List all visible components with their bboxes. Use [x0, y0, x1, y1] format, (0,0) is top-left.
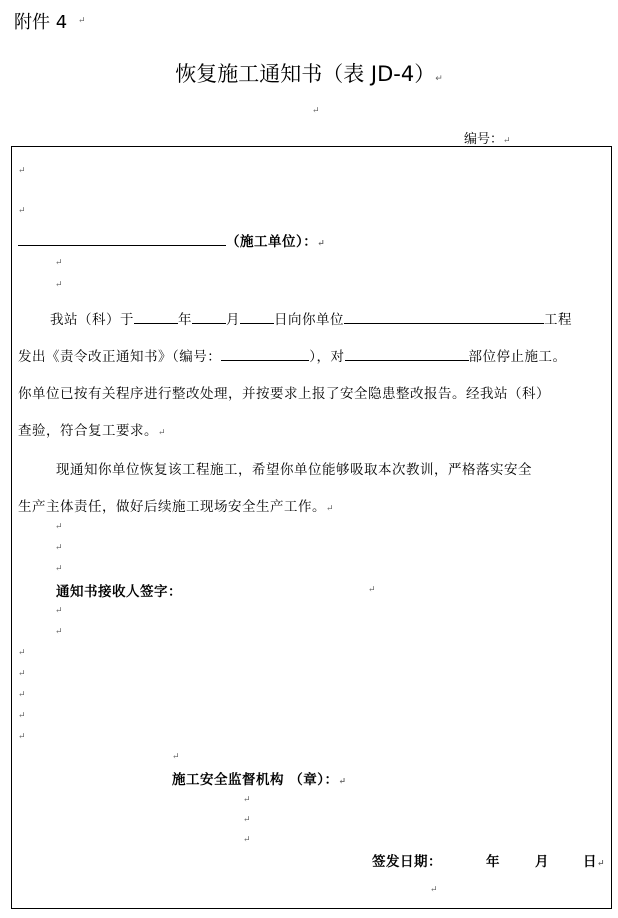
- issue-date-label: 签发日期：: [372, 854, 442, 870]
- paragraph-mark: ↵: [55, 280, 63, 290]
- paragraph-mark: ↵: [435, 74, 443, 84]
- paragraph-mark: ↵: [55, 258, 63, 268]
- issue-date-day-text: 日: [583, 854, 597, 870]
- para1-line1: [50, 308, 572, 328]
- paragraph-mark: ↵: [18, 166, 26, 176]
- paragraph-mark: ↵: [18, 690, 26, 700]
- agency-seal-text: 施工安全监督机构 （章）：: [172, 772, 339, 788]
- paragraph-mark: ↵: [55, 564, 63, 574]
- attachment-label: 附件 4: [14, 12, 68, 33]
- para1-line2: [18, 345, 567, 365]
- paragraph-mark: ↵: [430, 885, 438, 895]
- document-title: [0, 58, 618, 88]
- para1-text: 部位停止施工。: [468, 349, 567, 365]
- para2-text: 生产主体责任，做好后续施工现场安全生产工作。: [18, 499, 326, 515]
- para1-text: 查验，符合复工要求。: [18, 423, 158, 439]
- receiver-signature-label: 通知书接收人签字：: [56, 584, 182, 600]
- paragraph-mark: ↵: [55, 543, 63, 553]
- paragraph-mark: ↵: [18, 206, 26, 216]
- para1-text: 日向你单位: [274, 312, 344, 328]
- paragraph-mark: ↵: [597, 859, 606, 869]
- paragraph-mark: ↵: [503, 136, 511, 146]
- paragraph-mark: ↵: [243, 795, 251, 805]
- para1-text: 我站（科）于: [50, 312, 134, 328]
- paragraph-mark: ↵: [18, 648, 26, 658]
- paragraph-mark: ↵: [18, 711, 26, 721]
- paragraph-mark: ↵: [243, 815, 251, 825]
- para1-line4: [18, 419, 166, 439]
- construction-unit-line: [18, 230, 325, 250]
- date-month-blank[interactable]: [192, 309, 226, 324]
- paragraph-mark: ↵: [312, 106, 320, 116]
- document-title-text: 恢复施工通知书（表 JD-4）: [175, 62, 436, 86]
- issue-date-day: [583, 850, 605, 870]
- paragraph-mark: ↵: [18, 732, 26, 742]
- para1-text: ），对: [309, 349, 345, 365]
- paragraph-mark: ↵: [172, 752, 180, 762]
- paragraph-mark: ↵: [243, 835, 251, 845]
- date-year-blank[interactable]: [134, 309, 178, 324]
- para1-text: 工程: [544, 312, 572, 328]
- paragraph-mark: ↵: [158, 428, 167, 438]
- serial-number-label: [464, 128, 511, 147]
- paragraph-mark: ↵: [55, 627, 63, 637]
- paragraph-mark: ↵: [55, 522, 63, 532]
- paragraph-mark: ↵: [326, 504, 335, 514]
- para1-text: 发出《责令改正通知书》（编号：: [18, 349, 222, 365]
- date-day-blank[interactable]: [240, 309, 274, 324]
- para2-line1: 现通知你单位恢复该工程施工，希望你单位能够吸取本次教训，严格落实安全: [56, 462, 532, 478]
- paragraph-mark: ↵: [55, 606, 63, 616]
- construction-unit-blank[interactable]: [18, 231, 226, 246]
- issue-date-month: 月: [535, 854, 549, 870]
- construction-unit-label: （施工单位）：: [226, 234, 318, 250]
- paragraph-mark: ↵: [338, 777, 347, 787]
- para2-line2: [18, 495, 334, 515]
- issue-date-year: 年: [486, 854, 500, 870]
- paragraph-mark: ↵: [368, 585, 376, 595]
- month-label: 月: [226, 312, 240, 328]
- year-label: 年: [178, 312, 192, 328]
- notice-number-blank[interactable]: [221, 346, 309, 361]
- paragraph-mark: ↵: [78, 16, 86, 26]
- paragraph-mark: ↵: [18, 669, 26, 679]
- paragraph-mark: ↵: [317, 239, 326, 249]
- stopped-part-blank[interactable]: [345, 346, 469, 361]
- para1-line3: 你单位已按有关程序进行整改处理，并按要求上报了安全隐患整改报告。经我站（科）: [18, 386, 550, 402]
- agency-seal-label: [172, 768, 347, 788]
- project-name-blank[interactable]: [344, 309, 544, 324]
- notice-frame: [11, 146, 612, 909]
- serial-number-text: 编号：: [464, 132, 504, 147]
